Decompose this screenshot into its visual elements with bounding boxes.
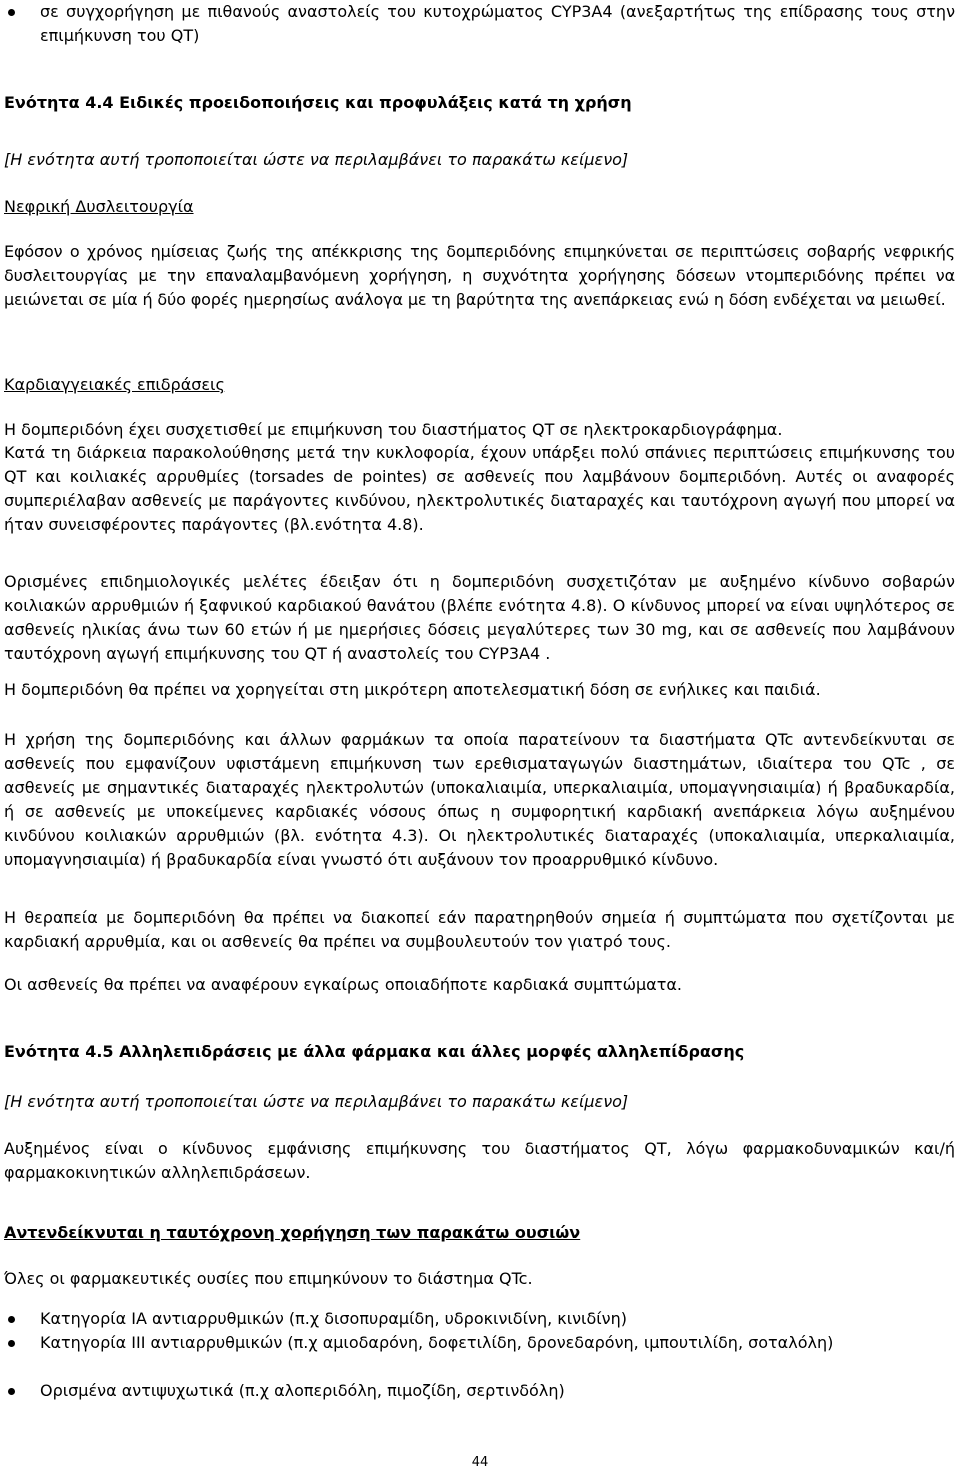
page-number: 44 — [471, 1455, 489, 1470]
paragraph-epidemiology: Ορισμένες επιδημιολογικές μελέτες έδειξαν ότι η δομπεριδόνη συσχετιζόταν με αυξημένο κίνδυνο σοβαρών κοιλιακών αρρυθμιών ή ξαφνικού καρδιακού θανάτου (βλέπε ενότητα 4.8). Ο κίνδυνος μπορεί να είναι υψηλότερος σε ασθενείς ηλικίας άνω των 60 ετών ή με ημερήσιες δόσεις μεγαλύτερες των 30 mg, και σε ασθενείς που λαμβάνουν ταυτόχρονη αγωγή επιμήκυνσης του QT ή αναστολείς του CYP3A4 . — [4, 572, 955, 663]
paragraph-cardio-qt: Η δομπεριδόνη έχει συσχετισθεί με επιμήκυνση του διαστήματος QT σε ηλεκτροκαρδιογράφημα. — [4, 420, 783, 439]
list-item — [40, 1331, 955, 1355]
list-item-text: Κατηγορία IA αντιαρρυθμικών (π.χ δισοπυραμίδη, υδροκινιδίνη, κινιδίνη) — [40, 1309, 627, 1328]
list-item-text: Ορισμένα αντιψυχωτικά (π.χ αλοπεριδόλη, πιμοζίδη, σερτινδόλη) — [40, 1381, 565, 1400]
paragraph-discontinue: Η θεραπεία με δομπεριδόνη θα πρέπει να διακοπεί εάν παρατηρηθούν σημεία ή συμπτώματα που σχετίζονται με καρδιακή αρρυθμία, και οι ασθενείς θα πρέπει να συμβουλευτούν τον γιατρό τους. — [4, 908, 955, 951]
paragraph-report: Οι ασθενείς θα πρέπει να αναφέρουν εγκαίρως οποιαδήποτε καρδιακά συμπτώματα. — [4, 975, 682, 994]
section-heading-4-5: Ενότητα 4.5 Αλληλεπιδράσεις με άλλα φάρμακα και άλλες μορφές αλληλεπίδρασης — [4, 1042, 745, 1061]
subheading-renal: Νεφρική Δυσλειτουργία — [4, 197, 194, 216]
paragraph-all-substances: Όλες οι φαρμακευτικές ουσίες που επιμηκύνουν το διάστημα QTc. — [4, 1269, 533, 1288]
bullet-icon — [8, 1316, 15, 1323]
paragraph-renal: Εφόσον ο χρόνος ημίσειας ζωής της απέκκρισης της δομπεριδόνης επιμηκύνεται σε περιπτώσεις σοβαρής νεφρικής δυσλειτουργίας με την επαναλαμβανόμενη χορήγηση, η συχνότητα χορήγησης δόσεων ντομπεριδόνης πρέπει να μειώνεται σε μία ή δύο φορές ημερησίως ανάλογα με τη βαρύτητα της ανεπάρκειας ενώ η δόση ενδέχεται να μειωθεί. — [4, 242, 955, 309]
amendment-note: [Η ενότητα αυτή τροποποιείται ώστε να περιλαμβάνει το παρακάτω κείμενο] — [4, 150, 629, 169]
bullet-icon — [8, 1388, 15, 1395]
amendment-note-4-5: [Η ενότητα αυτή τροποποιείται ώστε να περιλαμβάνει το παρακάτω κείμενο] — [4, 1092, 629, 1111]
paragraph-dose: Η δομπεριδόνη θα πρέπει να χορηγείται στη μικρότερη αποτελεσματική δόση σε ενήλικες και παιδιά. — [4, 680, 821, 699]
list-item — [40, 1379, 955, 1403]
subheading-contraindicated: Αντενδείκνυται η ταυτόχρονη χορήγηση των παρακάτω ουσιών — [4, 1223, 581, 1242]
list-item — [40, 1307, 955, 1331]
list-item-text: σε συγχορήγηση με πιθανούς αναστολείς του κυτοχρώματος CYP3A4 (ανεξαρτήτως της επίδρασης τους στην επιμήκυνση του QT) — [40, 2, 955, 45]
subheading-cardio: Καρδιαγγειακές επιδράσεις — [4, 375, 225, 394]
bullet-icon — [8, 1340, 15, 1347]
paragraph-cardio-postmarketing: Κατά τη διάρκεια παρακολούθησης μετά την κυκλοφορία, έχουν υπάρξει πολύ σπάνιες περιπτώσεις επιμήκυνσης του QT και κοιλιακές αρρυθμίες (torsades de pointes) σε ασθενείς που λαμβάνουν δομπεριδόνη. Αυτές οι αναφορές συμπεριέλαβαν ασθενείς με παράγοντες κινδύνου, ηλεκτρολυτικές διαταραχές και ταυτόχρονη αγωγή που μπορεί να ήταν συνεισφέροντες παράγοντες (βλ.ενότητα 4.8). — [4, 443, 955, 534]
list-item-text: Κατηγορία III αντιαρρυθμικών (π.χ αμιοδαρόνη, δοφετιλίδη, δρονεδαρόνη, ιμπουτιλίδη, σοταλόλη) — [40, 1333, 834, 1352]
paragraph-contraindication: Η χρήση της δομπεριδόνης και άλλων φαρμάκων τα οποία παρατείνουν τα διαστήματα QTc αντενδείκνυται σε ασθενείς που εμφανίζουν υφιστάμενη επιμήκυνση των ερεθισματαγωγών διαστημάτων, ιδιαίτερα του QTc , σε ασθενείς με σημαντικές διαταραχές ηλεκτρολυτών (υποκαλιαιμία, υπερκαλιαιμία, υπομαγνησιαιμία) ή βραδυκαρδία, ή σε ασθενείς με υποκείμενες καρδιακές νόσους όπως η συμφορητική καρδιακή ανεπάρκεια λόγω αυξημένου κινδύνου κοιλιακών αρρυθμιών (βλ. ενότητα 4.3). Οι ηλεκτρολυτικές διαταραχές (υποκαλιαιμία, υπερκαλιαιμία, υπομαγνησιαιμία) ή βραδυκαρδία είναι γνωστό ότι αυξάνουν τον προαρρυθμικό κίνδυνο. — [4, 730, 955, 869]
paragraph-interaction-risk: Αυξημένος είναι ο κίνδυνος εμφάνισης επιμήκυνσης του διαστήματος QT, λόγω φαρμακοδυναμικών και/ή φαρμακοκινητικών αλληλεπιδράσεων. — [4, 1139, 955, 1182]
bullet-icon — [8, 9, 15, 16]
list-item — [40, 0, 955, 48]
section-heading-4-4: Ενότητα 4.4 Ειδικές προειδοποιήσεις και προφυλάξεις κατά τη χρήση — [4, 93, 632, 112]
